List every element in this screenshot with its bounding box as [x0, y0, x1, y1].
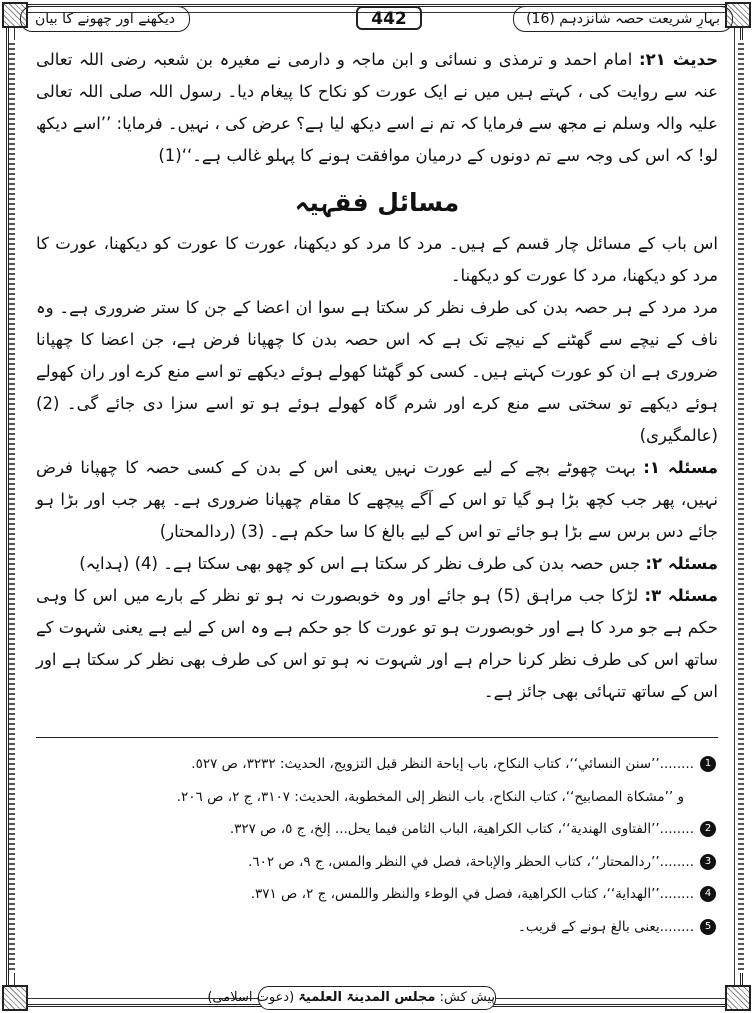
footnote-item [36, 846, 716, 879]
footnotes [36, 748, 716, 943]
footnote-text: ........’’سنن النسائي‘‘، كتاب النكاح، باب إباحة النظر قبل التزويج، الحديث: ٣٢٣٢، ص ٥٢٧. [191, 756, 694, 772]
masala-label: مسئلہ ۳: [644, 586, 719, 605]
footnote-divider [36, 737, 718, 738]
book-title: بہارِ شریعت حصہ شانزدہم (16) [513, 6, 733, 32]
footnote-item [36, 748, 716, 781]
side-ornament [9, 40, 15, 973]
main-text [36, 44, 718, 708]
footnote-text: و ’’مشكاة المصابيح‘‘، كتاب النكاح، باب النظر إلى المخطوبة، الحديث: ٣١٠٧، ج ٢، ص ٢٠٦. [176, 788, 684, 805]
publisher-name: مجلس المدینۃ العلمیۃ [298, 990, 436, 1005]
intro-paragraph: اس باب کے مسائل چار قسم کے ہیں۔ مرد کا مرد کو دیکھنا، عورت کا عورت کو دیکھنا، عورت کا مرد کو دیکھنا، مرد کا عورت کو دیکھنا۔ [36, 234, 718, 285]
page-number: 442 [356, 6, 422, 30]
hadith-text: امام احمد و ترمذی و نسائی و ابن ماجہ و دارمی نے مغیرہ بن شعبہ رضی اللہ تعالی عنہ سے روایت کی ، کہتے ہیں میں نے ایک عورت کو نکاح کا پیغام دیا۔ رسول اللہ صلی اللہ تعالی علیہ والہ وسلم نے مجھ سے فرمایا کہ تم نے اسے دیکھ لیا ہے؟ عرض کی ، نہیں۔ فرمایا: ’’اسے دیکھ لو! کہ اس کی وجہ سے تم دونوں کے درمیان موافقت ہونے کا پہلو غالب ہے۔‘‘(1) [36, 50, 718, 165]
publisher-org: (دعوت اسلامی) [207, 990, 295, 1005]
footnote-text: ........’’الهداية‘‘، كتاب الكراهية، فصل في الوطء والنظر واللمس، ج ٢، ص ٣٧١. [250, 886, 694, 902]
masala-3 [36, 580, 718, 708]
footnote-number: 3 [700, 854, 716, 870]
footnote-number: 5 [700, 919, 716, 935]
masala-label: مسئلہ ۲: [645, 554, 718, 573]
presenter-label: پیش کش: [439, 990, 495, 1005]
footnote-item [36, 911, 716, 944]
chapter-title: دیکھنے اور چھونے کا بیان [20, 6, 190, 32]
masala-1 [36, 452, 718, 548]
corner-ornament [725, 985, 751, 1011]
footnote-number: 4 [700, 886, 716, 902]
masala-text: جس حصہ بدن کی طرف نظر کر سکتا ہے اس کو چھو بھی سکتا ہے۔ (4) (ہدایہ) [79, 554, 641, 573]
masala-text: لڑکا جب مراہق (5) ہو جائے اور وہ خوبصورت نہ ہو تو نظر کے بارے میں اس کا وہی حکم ہے جو مرد کا ہے اور خوبصورت ہو تو عورت کا جو حکم ہے وہ اس کے لیے ہے یعنی شہوت کے ساتھ اس کی طرف نظر کرنا حرام ہے اور شہوت نہ ہو تو اس کی طرف بھی نظر کر سکتا ہے اور اس کے ساتھ تنہائی بھی جائز ہے۔ [36, 586, 718, 701]
corner-ornament [2, 985, 28, 1011]
hadith-21 [36, 44, 718, 172]
masala-text: بہت چھوٹے بچے کے لیے عورت نہیں یعنی اس کے بدن کے کسی حصہ کا چھپانا فرض نہیں، پھر جب کچھ بڑا ہو گیا تو اس کے آگے پیچھے کا مقام چھپانا ضروری ہے۔ پھر جب اور بڑا ہو جائے دس برس سے بڑا ہو جائے تو اس کے لیے بالغ کا سا حکم ہے۔ (3) (ردالمحتار) [36, 458, 718, 541]
masala-2 [36, 548, 718, 580]
page-header [20, 6, 733, 32]
footnote-text: ........’’الفتاوى الهندية‘‘، كتاب الكراهية، الباب الثامن فيما يحل... إلخ، ج ٥، ص ٣٢٧. [229, 821, 694, 837]
footnote-item [36, 781, 716, 814]
footnote-item [36, 813, 716, 846]
publisher-footer [207, 986, 496, 1010]
footnote-text: ........’’ردالمحتار‘‘، كتاب الحظر والإباحة، فصل في النظر والمس، ج ٩، ص ٦٠٢. [248, 853, 694, 870]
masala-label: مسئلہ ۱: [643, 458, 719, 477]
footnote-number: 2 [700, 821, 716, 837]
footnote-text: ........یعنی بالغ ہونے کے قریب۔ [518, 918, 694, 935]
section-heading: مسائل فقہیہ [294, 188, 460, 217]
hadith-label: حدیث ۲۱: [639, 50, 718, 69]
side-ornament [738, 40, 744, 973]
awrah-paragraph: مرد مرد کے ہر حصہ بدن کی طرف نظر کر سکتا ہے سوا ان اعضا کے جن کا ستر ضروری ہے۔ وہ ناف کے نیچے سے گھٹنے کے نیچے تک ہے کہ اس حصہ بدن کا چھپانا فرض ہے، جن اعضا کا چھپانا ضروری ہے ان کو عورت کہتے ہیں۔ کسی کو گھٹنا کھولے ہوئے دیکھے تو اسے منع کرے اور ران کھولے ہوئے دیکھے تو سختی سے منع کرے اور شرم گاہ کھولے ہوئے ہو تو اسے سزا دی جائے گی۔ (2) (عالمگیری) [36, 298, 718, 445]
footnote-item [36, 878, 716, 911]
footnote-number: 1 [700, 756, 716, 772]
